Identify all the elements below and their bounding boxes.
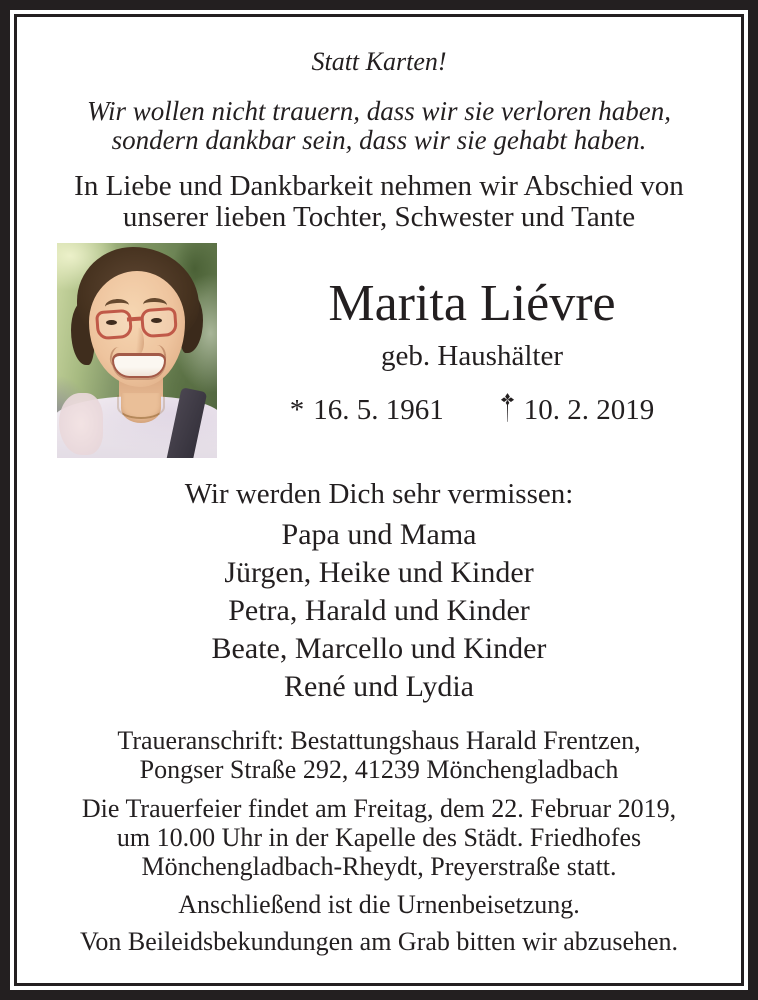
photo-lace-ruffle <box>59 393 103 455</box>
death-date <box>500 388 655 426</box>
intro-text <box>17 171 741 233</box>
photo-nose <box>131 327 144 355</box>
birth-date <box>290 394 444 426</box>
maiden-name: geb. Haushälter <box>381 339 563 372</box>
service-info-line-2: um 10.00 Uhr in der Kapelle des Städt. Friedhofes <box>116 823 642 852</box>
family-list <box>17 516 741 706</box>
photo-necklace <box>117 395 165 419</box>
family-line: Papa und Mama <box>281 518 477 551</box>
notice-body <box>14 14 744 986</box>
burial-info: Anschließend ist die Urnenbeisetzung. <box>178 890 580 919</box>
latin-cross-icon <box>500 392 515 423</box>
verse-line-1: Wir wollen nicht trauern, dass wir sie verloren haben, <box>87 96 671 126</box>
intro-line-2: unserer lieben Tochter, Schwester und Tante <box>122 201 636 233</box>
person-section <box>17 243 741 458</box>
deceased-name: Marita Liévre <box>328 274 616 332</box>
intro-line-1: In Liebe und Dankbarkeit nehmen wir Abschied von <box>74 170 684 202</box>
condolence-note: Von Beileidsbekundungen am Grab bitten wir abzusehen. <box>79 927 679 956</box>
pre-header: Statt Karten! <box>311 47 447 76</box>
mourning-address-line-1: Traueranschrift: Bestattungshaus Harald Frentzen, <box>117 726 641 755</box>
birth-star-symbol: * <box>289 393 305 426</box>
life-dates <box>290 388 655 426</box>
notice-frame <box>10 10 748 990</box>
photo-right-eye <box>151 318 162 323</box>
photo-left-eye <box>106 320 117 325</box>
person-info <box>217 243 741 458</box>
family-line: Jürgen, Heike und Kinder <box>224 556 534 589</box>
family-line: René und Lydia <box>284 670 474 703</box>
service-info <box>17 794 741 881</box>
family-line: Beate, Marcello und Kinder <box>211 632 547 665</box>
mourning-address <box>17 726 741 784</box>
mourning-address-line-2: Pongser Straße 292, 41239 Mönchengladbach <box>139 755 619 784</box>
portrait-photo <box>57 243 217 458</box>
farewell-heading: Wir werden Dich sehr vermissen: <box>184 478 574 510</box>
death-date-value: 10. 2. 2019 <box>523 393 655 426</box>
verse-line-2: sondern dankbar sein, dass wir sie gehabt haben. <box>111 125 647 155</box>
service-info-line-1: Die Trauerfeier findet am Freitag, dem 22. Februar 2019, <box>81 794 677 823</box>
service-info-line-3: Mönchengladbach-Rheydt, Preyerstraße statt. <box>141 852 617 881</box>
memorial-verse <box>17 97 741 155</box>
photo-glasses-bridge <box>127 316 142 321</box>
family-line: Petra, Harald und Kinder <box>228 594 530 627</box>
birth-date-value: 16. 5. 1961 <box>313 393 444 426</box>
photo-smiling-mouth <box>112 353 166 378</box>
